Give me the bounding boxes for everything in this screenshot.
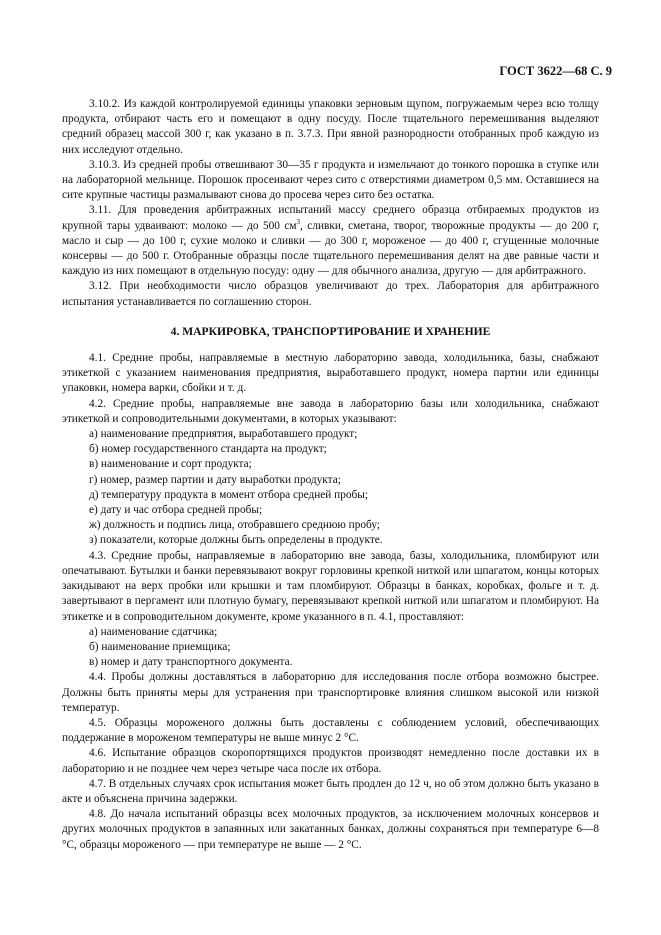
list-item: б) наименование приемщика; [89, 640, 231, 653]
list-item: б) номер государственного стандарта на продукт; [89, 443, 327, 456]
paragraph-3-11 [62, 203, 599, 279]
superscript-cube: 3 [296, 217, 301, 226]
list-item: а) наименование сдатчика; [89, 625, 218, 638]
paragraph-4-5: 4.5. Образцы мороженого должны быть доставлены с соблюдением условий, обеспечивающих поддержание в мороженом температуры не выше минус 2 °С. [62, 716, 599, 745]
list-item: з) показатели, которые должны быть определены в продукте. [89, 534, 383, 547]
paragraph-4-8: 4.8. До начала испытаний образцы всех молочных продуктов, за исключением молочных консервов и других молочных продуктов в запаянных или закатанных банках, должны сохраняться при температуре 6—8 °С, образцы мороженого — при температуре не выше — 2 °С. [62, 808, 599, 851]
paragraph-3-10-2: 3.10.2. Из каждой контролируемой единицы упаковки зерновым щупом, погружаемым через всю толщу продукта, отбирают часть его и помещают в одну посуду. После тщательного перемешивания выделяют средний образец массой 300 г, как указано в п. 3.7.3. При явной разнородности отобранных проб каждую из них исследуют отдельно. [62, 98, 599, 156]
paragraph-3-12: 3.12. При необходимости число образцов увеличивают до трех. Лаборатория для арбитражного испытания устанавливается по соглашению сторон. [62, 280, 599, 308]
paragraph-4-7: 4.7. В отдельных случаях срок испытания может быть продлен до 12 ч, но об этом должно быть указано в акте и объяснена причина задержки. [62, 777, 599, 805]
paragraph-4-6: 4.6. Испытание образцов скоропортящихся продуктов производят немедленно после доставки их в лабораторию и не позднее чем через четыре часа после их отбора. [62, 747, 599, 775]
list-item: в) номер и дату транспортного документа. [89, 656, 293, 669]
paragraph-4-3: 4.3. Средние пробы, направляемые в лабораторию вне завода, базы, холодильника, пломбируют или опечатывают. Бутылки и банки перевязывают вокруг горловины крепкой ниткой или шпагатом, концы которых закидывают на верх пробки или крышки и там пломбируют. Образцы в банках, коробках, фольге и т. д. завертывают в пергамент или плотную бумагу, перевязывают крепкой ниткой или шпагатом и пломбируют. На этикетке и в сопроводительном документе, кроме указанного в п. 4.1, проставляют: [62, 549, 599, 623]
paragraph-3-11-part-b: , сливки, сметана, творог, творожные продукты — до 200 г, масло и сыр — до 100 г, сухие молоко и сливки — до 300 г, мороженое — до 400 г, сгущенные молочные консервы — до 500 г. Отобранные образцы после тщательного перемешивания делят на две равные части и каждую из них помещают в отдельную посуду: одну — для обычного анализа, другую — для арбитражного. [62, 219, 599, 278]
list-item: е) дату и час отбора средней пробы; [89, 504, 263, 517]
document-body [62, 97, 599, 853]
paragraph-3-10-3: 3.10.3. Из средней пробы отвешивают 30—35 г продукта и измельчают до тонкого порошка в ступке или на лабораторной мельнице. Порошок просеивают через сито с отверстиями диаметром 0,5 мм. Оставшиеся на сите крупные частицы размалывают снова до просева через сито без остатка. [62, 158, 599, 202]
list-item: в) наименование и сорт продукта; [89, 458, 252, 471]
section-title: 4. МАРКИРОВКА, ТРАНСПОРТИРОВАНИЕ И ХРАНЕНИЕ [170, 324, 491, 338]
paragraph-4-1: 4.1. Средние пробы, направляемые в местную лабораторию завода, холодильника, базы, снабжают этикеткой с указанием наименования предприятия, выработавшего продукт, номера партии или единицы упаковки, номера варки, сбойки и т. д. [62, 352, 599, 395]
paragraph-4-4: 4.4. Пробы должны доставляться в лабораторию для исследования после отбора возможно быстрее. Должны быть приняты меры для устранения при транспортировке влияния слишком высокой или низкой температур. [62, 671, 599, 714]
list-item: г) номер, размер партии и дату выработки продукта; [89, 473, 341, 486]
paragraph-3-11-part-a: 3.11. Для проведения арбитражных испытаний массу среднего образца отбираемых продуктов из крупной тары удваивают: молоко — до 500 см [62, 204, 599, 232]
page-header: ГОСТ 3622—68 С. 9 [499, 64, 612, 78]
paragraph-4-2: 4.2. Средние пробы, направляемые вне завода в лабораторию базы или холодильника, снабжают этикеткой и сопроводительными документами, в которых указывают: [62, 397, 599, 425]
list-item: ж) должность и подпись лица, отобравшего среднюю пробу; [89, 519, 380, 532]
list-item: а) наименование предприятия, выработавшего продукт; [89, 428, 358, 441]
list-item: д) температуру продукта в момент отбора средней пробы; [89, 488, 368, 501]
